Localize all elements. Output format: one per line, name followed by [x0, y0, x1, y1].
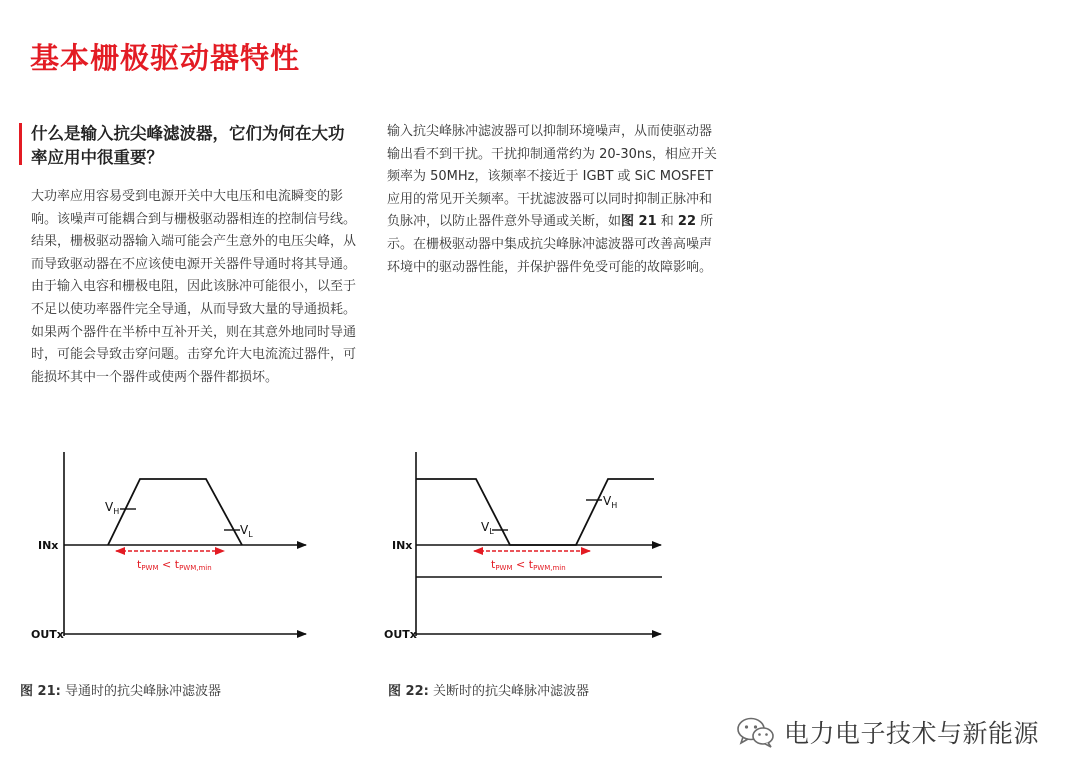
- fig22-in-label: INx: [392, 539, 413, 552]
- figure-ref-21: 图 21: [621, 214, 657, 230]
- fig22-pwm-label: tPWM < tPWM,min: [491, 558, 566, 572]
- figure-22-caption: [388, 680, 589, 699]
- fig21-pulse: [108, 479, 242, 545]
- figure-22-caption-label: 图 22:: [388, 684, 429, 699]
- right-and: 和: [656, 214, 678, 230]
- figure-ref-22: 22: [677, 214, 696, 230]
- wechat-icon: [736, 715, 776, 749]
- page-title: 基本栅极驱动器特性: [30, 41, 301, 75]
- fig21-pwm-label: tPWM < tPWM,min: [137, 558, 212, 572]
- fig21-vl-label: $V_L$: [240, 523, 253, 539]
- figure-21-caption-text: 导通时的抗尖峰脉冲滤波器: [60, 684, 221, 699]
- fig22-out-label: OUTx: [384, 628, 417, 641]
- right-paragraph-part-b: 所示。在栅极驱动器中集成抗尖峰脉冲滤波器可改善高噪声环境中的驱动器性能，并保护器件免受可能的故障影响。: [387, 214, 714, 275]
- figure-22-caption-text: 关断时的抗尖峰脉冲滤波器: [428, 684, 589, 699]
- watermark: [736, 712, 1039, 752]
- fig21-in-label: INx: [38, 539, 59, 552]
- figure-21-caption: [20, 680, 221, 699]
- watermark-text: 电力电子技术与新能源: [784, 719, 1040, 748]
- figure-21-caption-label: 图 21:: [20, 684, 61, 699]
- fig21-vh-label: $V_H$: [105, 500, 120, 516]
- left-paragraph: 大功率应用容易受到电源开关中大电压和电流瞬变的影响。该噪声可能耦合到与栅极驱动器相连的控制信号线。结果，栅极驱动器输入端可能会产生意外的电压尖峰，从而导致驱动器在不应该使电源开关器件导通时将其导通。由于输入电容和栅极电阻，因此该脉冲可能很小，以至于不足以使功率器件完全导通，从而导致大量的导通损耗。如果两个器件在半桥中互补开关，则在其意外地同时导通时，可能会导致击穿问题。击穿允许大电流流过器件，可能损坏其中一个器件或使两个器件都损坏。: [31, 189, 357, 385]
- fig22-vh-label: $V_H$: [603, 494, 618, 510]
- fig21-out-label: OUTx: [31, 628, 64, 641]
- right-paragraph-part-a: 输入抗尖峰脉冲滤波器可以抑制环境噪声，从而使驱动器输出看不到干扰。干扰抑制通常约为 20-30ns，相应开关频率为 50MHz，该频率不接近于 IGBT 或 SiC MOSFET 应用的常见开关频率。干扰滤波器可以同时抑制正脉冲和负脉冲，以防止器件意外导通或关断，如: [387, 124, 717, 230]
- fig22-pulse: [416, 479, 654, 545]
- section-question: 什么是输入抗尖峰滤波器，它们为何在大功率应用中很重要？: [31, 124, 345, 167]
- fig22-vl-label: $V_L$: [481, 520, 494, 536]
